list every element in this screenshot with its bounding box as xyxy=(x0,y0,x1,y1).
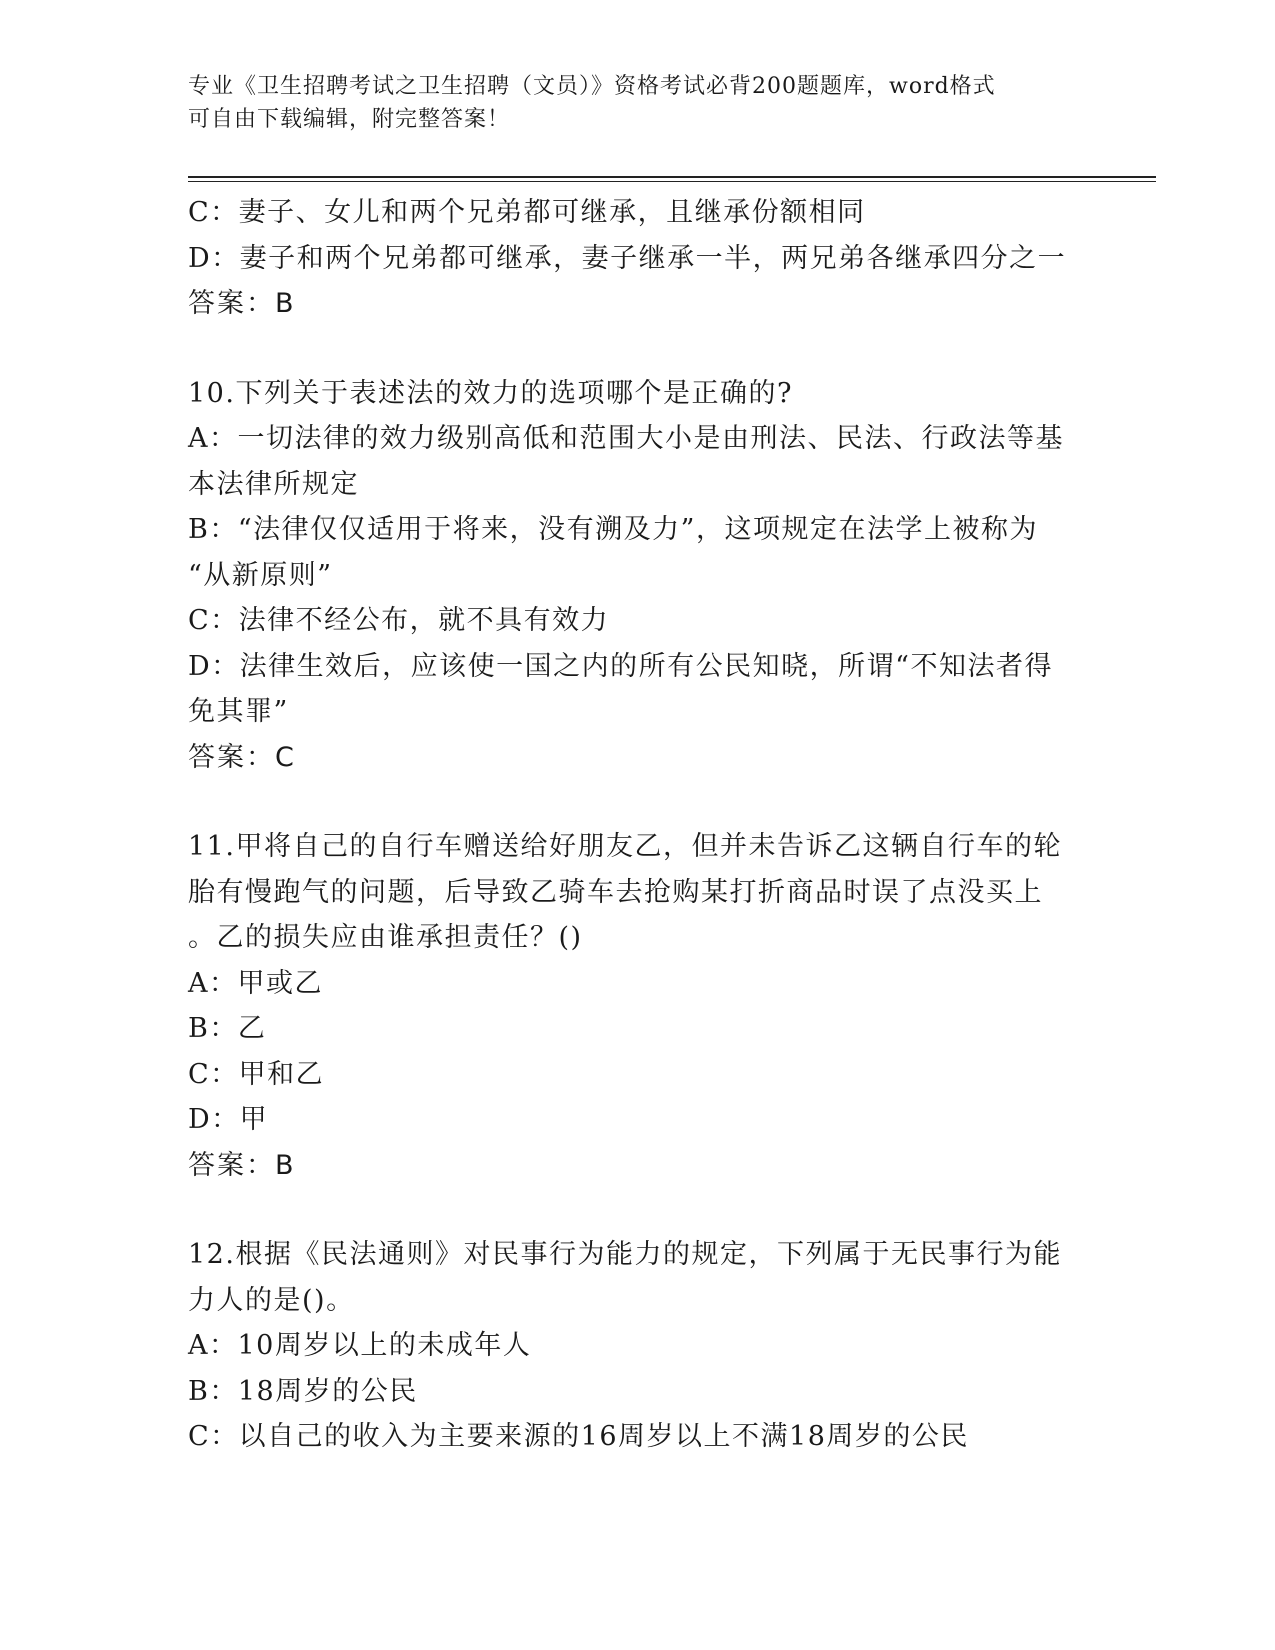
answer-line: 答案：B xyxy=(188,288,296,319)
answer-line: 答案：B xyxy=(188,1149,296,1181)
option-a-continued: 本法律所规定 xyxy=(188,468,359,500)
question-stem-continued: 力人的是()。 xyxy=(188,1284,355,1316)
header-divider-thin xyxy=(188,181,1156,182)
header-line: 可自由下载编辑，附完整答案！ xyxy=(188,107,511,132)
spacer xyxy=(188,327,1088,371)
spacer xyxy=(188,780,1088,824)
option-a: A：甲或乙 xyxy=(188,967,323,999)
option-b: B：乙 xyxy=(188,1013,267,1044)
question-stem: 11.甲将自己的自行车赠送给好朋友乙，但并未告诉乙这辆自行车的轮 xyxy=(188,831,1062,862)
question-11 xyxy=(188,824,1088,1188)
option-a: A：10周岁以上的未成年人 xyxy=(188,1330,532,1361)
option-c: C：甲和乙 xyxy=(188,1058,325,1090)
question-9-continuation xyxy=(188,190,1088,327)
option-c: C：法律不经公布，就不具有效力 xyxy=(188,605,610,636)
option-d-continued: 免其罪” xyxy=(188,696,289,727)
question-stem-continued: 胎有慢跑气的问题，后导致乙骑车去抢购某打折商品时误了点没买上 xyxy=(188,876,1043,908)
question-stem: 12.根据《民法通则》对民事行为能力的规定，下列属于无民事行为能 xyxy=(188,1239,1062,1270)
question-10 xyxy=(188,371,1088,781)
option-d: D：法律生效后，应该使一国之内的所有公民知晓，所谓“不知法者得 xyxy=(188,650,1053,682)
question-stem: 10.下列关于表述法的效力的选项哪个是正确的? xyxy=(188,377,793,409)
option-b: B：“法律仅仅适用于将来，没有溯及力”，这项规定在法学上被称为 xyxy=(188,514,1038,545)
option-a: A：一切法律的效力级别高低和范围大小是由刑法、民法、行政法等基 xyxy=(188,423,1064,454)
option-b-continued: “从新原则” xyxy=(188,559,333,591)
option-d: D：妻子和两个兄弟都可继承，妻子继承一半，两兄弟各继承四分之一 xyxy=(188,242,1067,274)
option-d: D：甲 xyxy=(188,1104,269,1135)
question-list xyxy=(188,190,1088,1460)
question-12 xyxy=(188,1232,1088,1460)
header-divider-thick xyxy=(188,176,1156,178)
spacer xyxy=(188,1188,1088,1232)
option-c: C：妻子、女儿和两个兄弟都可继承，且继承份额相同 xyxy=(188,197,866,228)
document-header xyxy=(188,70,1068,136)
header-line: 专业《卫生招聘考试之卫生招聘（文员）》资格考试必背200题题库，word格式 xyxy=(188,74,996,99)
answer-line: 答案：C xyxy=(188,741,296,773)
question-stem-continued: 。乙的损失应由谁承担责任？() xyxy=(188,922,583,953)
option-c: C：以自己的收入为主要来源的16周岁以上不满18周岁的公民 xyxy=(188,1421,969,1452)
option-b: B：18周岁的公民 xyxy=(188,1375,418,1407)
